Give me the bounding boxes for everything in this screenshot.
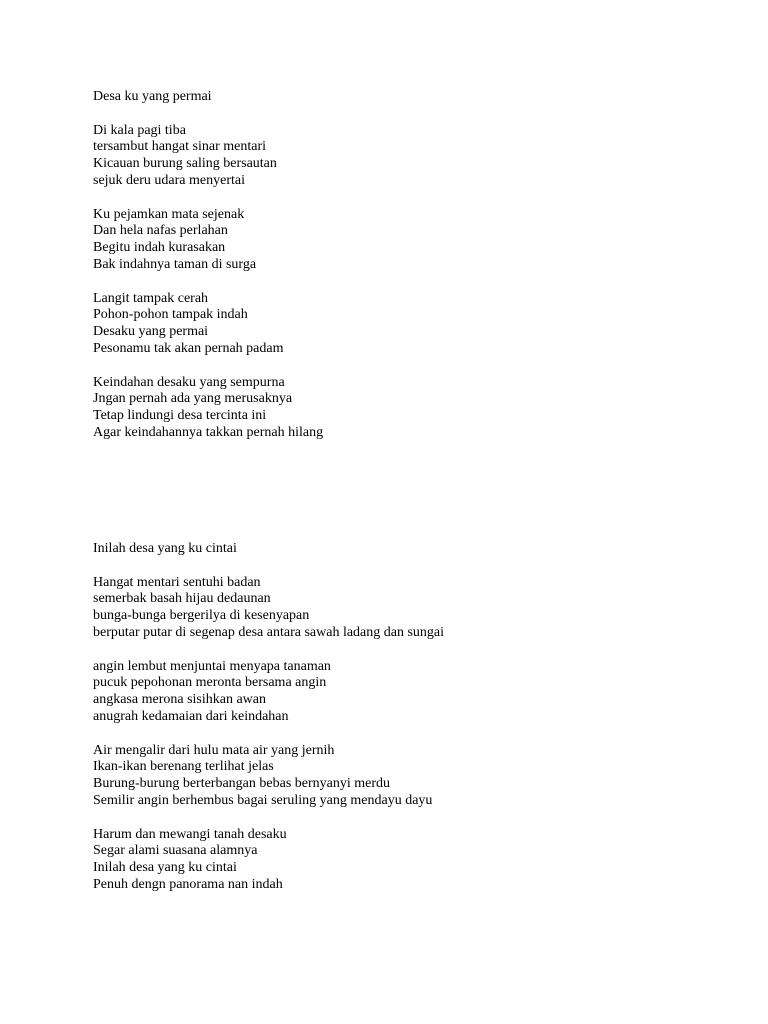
stanza [93,575,713,642]
stanza [93,375,713,442]
stanza [93,827,713,894]
poem-line: Keindahan desaku yang sempurna [93,374,285,390]
poem-line: anugrah kedamaian dari keindahan [93,708,289,724]
poem-line: Begitu indah kurasakan [93,240,226,256]
poem-line: Kicauan burung saling bersautan [93,156,277,172]
stanza [93,291,713,358]
poem-title: Inilah desa yang ku cintai [93,541,237,556]
poem-line: Desaku yang permai [93,324,209,340]
poem-line: Harum dan mewangi tanah desaku [93,826,287,842]
poem-line: Pohon-pohon tampak indah [93,307,248,323]
poem-line: tersambut hangat sinar mentari [93,139,266,155]
poem-line: Penuh dengn panorama nan indah [93,876,283,892]
poem-title: Desa ku yang permai [93,89,212,104]
poem-line: sejuk deru udara menyertai [93,172,245,188]
poem-line: bunga-bunga bergerilya di kesenyapan [93,608,310,624]
stanza [93,123,713,190]
poem-line: Di kala pagi tiba [93,122,186,138]
poem-title-block [93,89,713,106]
stanza [93,743,713,810]
poem-line: angkasa merona sisihkan awan [93,692,266,708]
poem-line: Dan hela nafas perlahan [93,223,228,239]
poem-line: berputar putar di segenap desa antara sawah ladang dan sungai [93,624,445,640]
poem-inilah-desa-yang-ku-cintai [93,541,713,911]
poem-line: semerbak basah hijau dedaunan [93,591,271,607]
poem-line: Langit tampak cerah [93,290,209,306]
poem-line: Semilir angin berhembus bagai seruling yang mendayu dayu [93,792,433,808]
poem-line: Segar alami suasana alamnya [93,843,258,859]
poem-line: pucuk pepohonan meronta bersama angin [93,675,327,691]
poem-line: Jngan pernah ada yang merusaknya [93,391,293,407]
poem-line: Bak indahnya taman di surga [93,256,257,272]
stanza [93,207,713,274]
poem-line: Ikan-ikan berenang terlihat jelas [93,759,274,775]
stanza [93,659,713,726]
poem-line: Air mengalir dari hulu mata air yang jernih [93,742,335,758]
poem-line: Burung-burung berterbangan bebas bernyanyi merdu [93,776,391,792]
poem-line: Pesonamu tak akan pernah padam [93,340,284,356]
poem-title-block [93,541,713,558]
poem-line: angin lembut menjuntai menyapa tanaman [93,658,331,674]
poem-line: Inilah desa yang ku cintai [93,860,237,876]
poem-line: Tetap lindungi desa tercinta ini [93,408,267,424]
poem-line: Ku pejamkan mata sejenak [93,206,245,222]
poem-line: Agar keindahannya takkan pernah hilang [93,424,324,440]
poem-line: Hangat mentari sentuhi badan [93,574,261,590]
poem-desa-ku-yang-permai [93,89,713,459]
